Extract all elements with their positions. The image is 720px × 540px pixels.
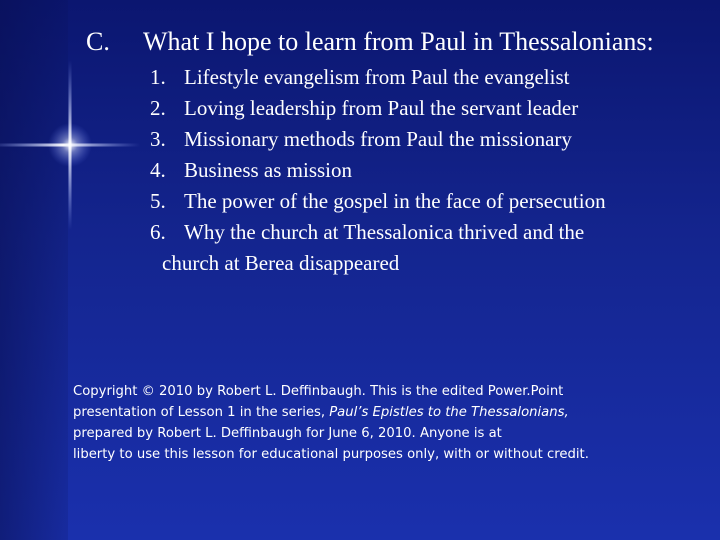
list-item [150, 217, 710, 279]
list-item-text-continuation: church at Berea disappeared [162, 251, 400, 275]
list-item-number: 6. [150, 220, 166, 244]
copyright-line: liberty to use this lesson for educational purposes only, with or without credit. [73, 447, 589, 462]
learning-goals-list [150, 62, 710, 279]
series-title: Paul’s Epistles to the Thessalonians, [329, 405, 569, 420]
left-shadow-band [0, 0, 68, 540]
slide-title: What I hope to learn from Paul in Thessalonians: [143, 27, 654, 56]
copyright-text: presentation of Lesson 1 in the series, [73, 405, 330, 420]
list-item [150, 93, 710, 124]
section-letter: C. [86, 27, 110, 56]
list-item-number: 4. [150, 158, 166, 182]
list-item-number: 3. [150, 127, 166, 151]
list-item-number: 1. [150, 65, 166, 89]
copyright-line: prepared by Robert L. Deffinbaugh for June 6, 2010. Anyone is at [73, 426, 502, 441]
list-item-number: 2. [150, 96, 166, 120]
list-item [150, 124, 710, 155]
list-item [150, 155, 710, 186]
list-item-number: 5. [150, 189, 166, 213]
list-item-text: Business as mission [184, 158, 353, 182]
list-item-text: Lifestyle evangelism from Paul the evangelist [184, 65, 570, 89]
list-item [150, 62, 710, 93]
list-item-text: The power of the gospel in the face of persecution [184, 189, 606, 213]
slide-heading [0, 24, 720, 60]
copyright-line [73, 402, 713, 423]
copyright-line: Copyright © 2010 by Robert L. Deffinbaugh. This is the edited Power.Point [73, 384, 564, 399]
list-item-text: Missionary methods from Paul the missionary [184, 127, 572, 151]
list-item-text: Why the church at Thessalonica thrived and the [184, 220, 585, 244]
list-item-text: Loving leadership from Paul the servant leader [184, 96, 579, 120]
copyright-notice [73, 381, 713, 465]
list-item [150, 186, 710, 217]
